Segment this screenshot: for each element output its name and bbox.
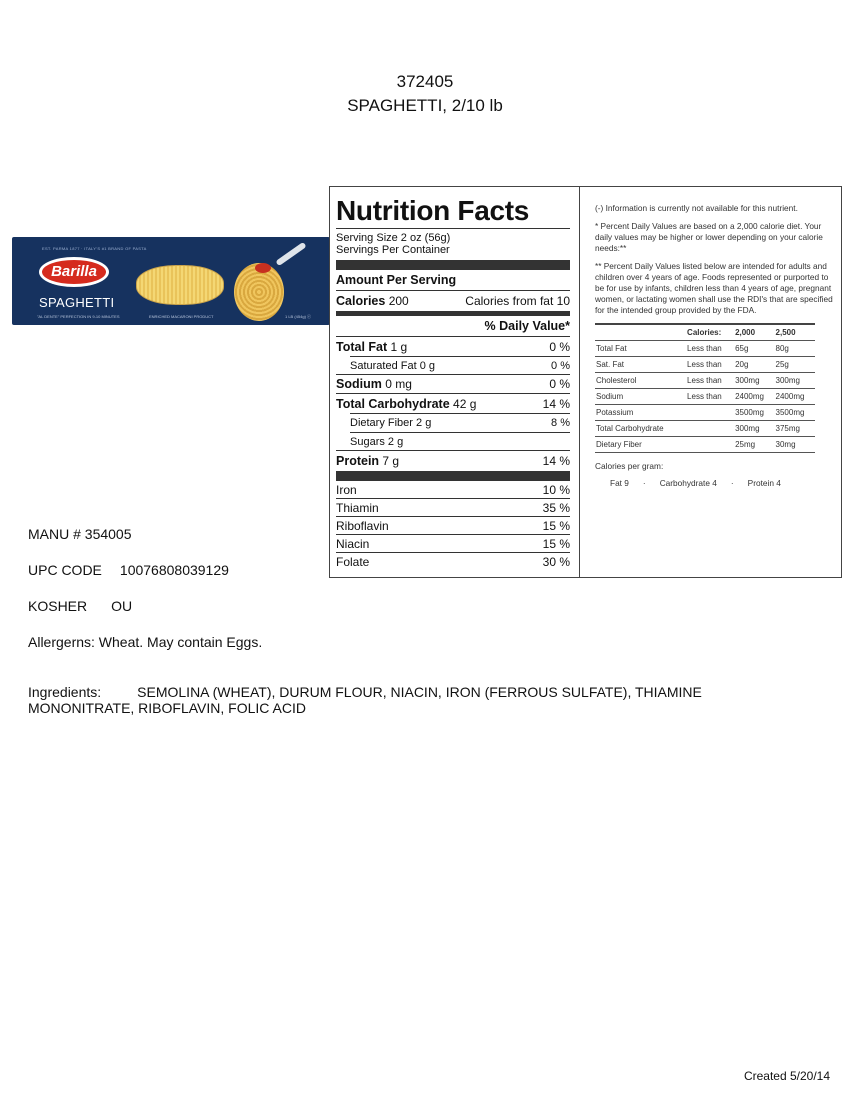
nutrition-title: Nutrition Facts xyxy=(336,195,530,226)
vitamin-row: Niacin 15 % xyxy=(336,536,570,551)
footnote-info-na: (-) Information is currently not available for this nutrient. xyxy=(595,203,798,213)
manu-number: MANU # 354005 xyxy=(28,526,132,542)
table-row: Total Fat Less than 65g 80g xyxy=(595,341,815,357)
pasta-window-icon xyxy=(136,265,224,305)
vitamin-row: Thiamin 35 % xyxy=(336,500,570,515)
calories-label: Calories xyxy=(336,294,386,308)
footnote-2: ** Percent Daily Values listed below are intended for adults and children over 4 years of age. Foods represented or purported to be for use by infants, children less than 4 years of age, pregnant women, or lactating women shall use the RDI's that are specified for the intended group provided by the FDA. xyxy=(595,261,833,315)
vitamin-row: Iron 10 % xyxy=(336,482,570,497)
calories-per-gram-values: Fat 9 · Carbohydrate 4 · Protein 4 xyxy=(610,478,781,488)
daily-values-table: Calories: 2,000 2,500 Total Fat Less than 65g 80g Sat. Fat Less than 20g 25g Cholesterol Less than 300mg 300mg Sodium Less than 2400mg 2400mg Potassium 3500mg 3500mg Total Carbohydrate 300mg 375mg Dietary Fiber 25mg 30mg xyxy=(595,323,815,453)
created-date: Created 5/20/14 xyxy=(743,1069,830,1083)
table-row: Cholesterol Less than 300mg 300mg xyxy=(595,373,815,389)
daily-value-header: % Daily Value* xyxy=(484,319,570,333)
nutrient-row: Total Fat 1 g 0 % xyxy=(336,339,570,354)
ingredients: Ingredients: SEMOLINA (WHEAT), DURUM FLOUR, NIACIN, IRON (FERROUS SULFATE), THIAMINE MONONITRATE, RIBOFLAVIN, FOLIC ACID xyxy=(28,684,702,716)
box-top-text: EST. PARMA 1877 · ITALY'S #1 BRAND OF PASTA xyxy=(42,246,147,251)
table-row: Dietary Fiber 25mg 30mg xyxy=(595,437,815,453)
serving-size: Serving Size 2 oz (56g) xyxy=(336,232,451,244)
box-product-name: SPAGHETTI xyxy=(39,295,115,310)
nutrition-facts-panel xyxy=(329,186,842,578)
ingredients-label: Ingredients: xyxy=(28,684,102,700)
box-tagline: "AL DENTE" PERFECTION IN 9-10 MINUTES xyxy=(37,314,120,319)
amount-per-serving: Amount Per Serving xyxy=(336,273,457,287)
table-row: Sat. Fat Less than 20g 25g xyxy=(595,357,815,373)
calories-value: 200 xyxy=(388,294,409,308)
footnote-1: * Percent Daily Values are based on a 2,000 calorie diet. Your daily values may be higher or lower depending on your calorie needs:** xyxy=(595,221,823,253)
item-name: SPAGHETTI, 2/10 lb xyxy=(347,96,503,115)
nutrient-row: Sodium 0 mg 0 % xyxy=(336,377,570,391)
upc-code: UPC CODE 10076808039129 xyxy=(28,562,229,578)
table-row: Total Carbohydrate 300mg 375mg xyxy=(595,421,815,437)
product-image xyxy=(12,237,330,325)
nutrient-row: Protein 7 g 14 % xyxy=(336,453,570,468)
tomato-icon xyxy=(255,263,271,273)
box-net-weight: 1 LB (454g) ⓔ xyxy=(285,314,312,319)
calories-per-gram-label: Calories per gram: xyxy=(595,461,664,471)
brand-logo-text: Barilla xyxy=(42,260,106,284)
panel-divider xyxy=(579,187,580,577)
vitamin-row: Folate 30 % xyxy=(336,554,570,569)
nutrient-row: Saturated Fat 0 g 0 % xyxy=(350,359,570,372)
vitamin-row: Riboflavin 15 % xyxy=(336,518,570,533)
fork-icon xyxy=(275,242,306,266)
nutrient-row: Dietary Fiber 2 g 8 % xyxy=(350,417,570,429)
box-product-type: ENRICHED MACARONI PRODUCT xyxy=(149,314,214,319)
item-number: 372405 xyxy=(396,72,454,91)
nutrient-row: Total Carbohydrate 42 g 14 % xyxy=(336,396,570,411)
allergens: Allergerns: Wheat. May contain Eggs. xyxy=(28,634,263,650)
kosher: KOSHER OU xyxy=(28,598,133,614)
table-row: Potassium 3500mg 3500mg xyxy=(595,405,815,421)
servings-per-container: Servings Per Container xyxy=(336,244,450,256)
nutrient-row: Sugars 2 g xyxy=(350,435,404,448)
nutrition-footnotes xyxy=(595,203,833,489)
table-row: Sodium Less than 2400mg 2400mg xyxy=(595,389,815,405)
calories-from-fat: Calories from fat 10 xyxy=(465,294,570,308)
nutrition-label xyxy=(336,187,570,570)
